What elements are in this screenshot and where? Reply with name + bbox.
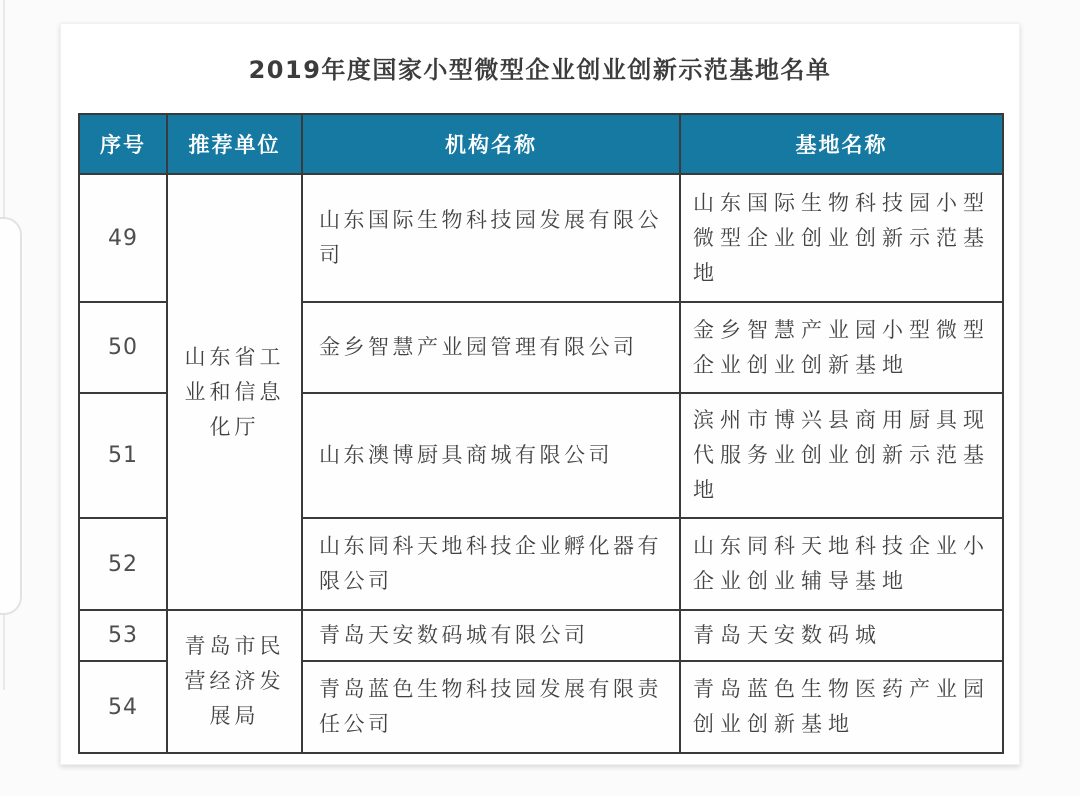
- table-row: [79, 610, 1003, 661]
- org-cell: 山东澳博厨具商城有限公司: [302, 393, 680, 518]
- base-cell: 山东国际生物科技园小型微型企业创业创新示范基地: [680, 174, 1003, 302]
- org-cell: 青岛天安数码城有限公司: [302, 610, 680, 661]
- header-unit: 推荐单位: [167, 114, 302, 174]
- base-cell: 青岛蓝色生物医药产业园创业创新基地: [680, 661, 1003, 753]
- unit-cell: 山东省工业和信息化厅: [167, 174, 302, 610]
- org-cell: 山东国际生物科技园发展有限公司: [302, 174, 680, 302]
- row-number: 52: [79, 518, 167, 610]
- left-panel-fragment: [0, 217, 22, 615]
- header-no: 序号: [79, 114, 167, 174]
- row-number: 51: [79, 393, 167, 518]
- base-list-table: [78, 113, 1004, 754]
- header-base: 基地名称: [680, 114, 1003, 174]
- base-cell: 金乡智慧产业园小型微型企业创业创新基地: [680, 302, 1003, 393]
- org-cell: 青岛蓝色生物科技园发展有限责任公司: [302, 661, 680, 753]
- org-cell: 金乡智慧产业园管理有限公司: [302, 302, 680, 393]
- unit-cell: 青岛市民营经济发展局: [167, 610, 302, 753]
- row-number: 53: [79, 610, 167, 661]
- base-cell: 滨州市博兴县商用厨具现代服务业创业创新示范基地: [680, 393, 1003, 518]
- org-cell: 山东同科天地科技企业孵化器有限公司: [302, 518, 680, 610]
- base-cell: 青岛天安数码城: [680, 610, 1003, 661]
- base-cell: 山东同科天地科技企业小企业创业辅导基地: [680, 518, 1003, 610]
- document-card: [60, 23, 1020, 765]
- header-org: 机构名称: [302, 114, 680, 174]
- table-header-row: [79, 114, 1003, 174]
- row-number: 54: [79, 661, 167, 753]
- table-row: [79, 174, 1003, 302]
- table-header: [79, 114, 1003, 174]
- row-number: 49: [79, 174, 167, 302]
- row-number: 50: [79, 302, 167, 393]
- document-title: 2019年度国家小型微型企业创业创新示范基地名单: [248, 56, 832, 84]
